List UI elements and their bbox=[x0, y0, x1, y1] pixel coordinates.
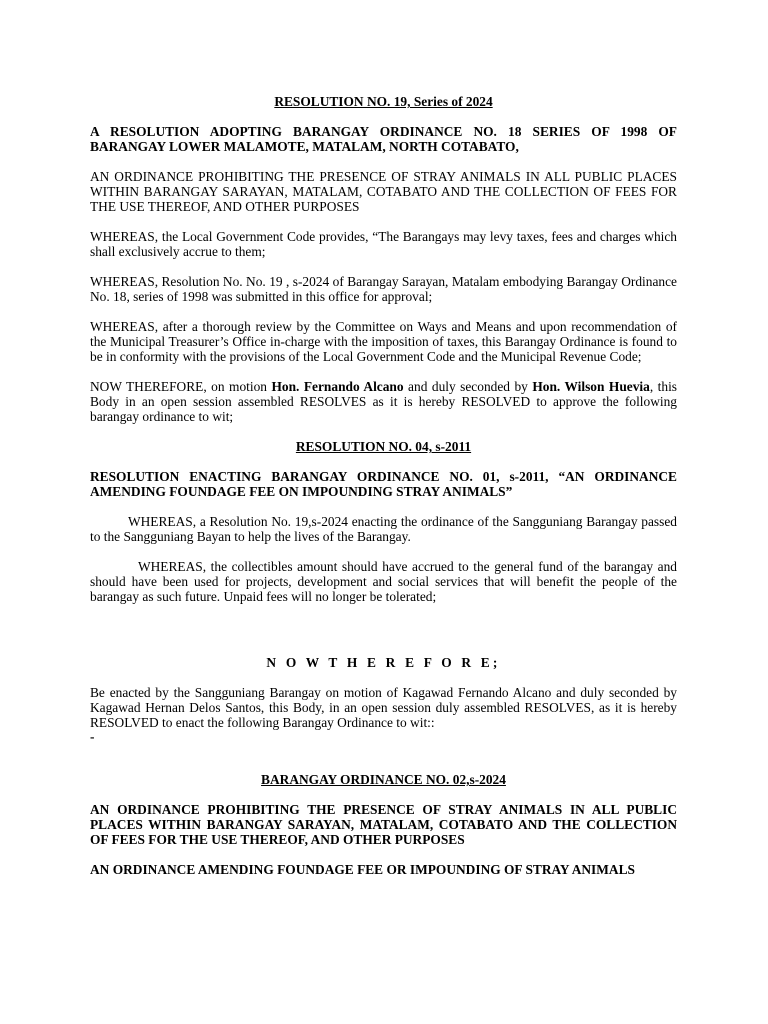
now-therefore-tail: , this Body in an open session assembled RESOLVES as it is hereby RESOLVED to approve the following barangay ordinance to wit; bbox=[90, 379, 678, 424]
whereas-paragraph-5: WHEREAS, the collectibles amount should have accrued to the general fund of the barangay and should have been used for projects, development and social services that will benefit the people of the barangay as such future. Unpaid fees will no longer be tolerated; bbox=[90, 559, 677, 604]
whereas-paragraph-3: WHEREAS, after a thorough review by the Committee on Ways and Means and upon recommendation of the Municipal Treasurer’s Office in-charge with the imposition of taxes, this Barangay Ordinance is found to be in conformity with the provisions of the Local Government Code and the Municipal Revenue Code; bbox=[90, 319, 677, 364]
resolution-04-heading: RESOLUTION ENACTING BARANGAY ORDINANCE NO. 01, s-2011, “AN ORDINANCE AMENDING FOUNDAGE FEE ON IMPOUNDING STRAY ANIMALS” bbox=[90, 469, 677, 499]
whereas-paragraph-4: WHEREAS, a Resolution No. 19,s-2024 enacting the ordinance of the Sangguniang Barangay passed to the Sangguniang Bayan to help the lives of the Barangay. bbox=[90, 514, 677, 544]
dash-mark: - bbox=[90, 729, 95, 744]
ordinance-caption: AN ORDINANCE PROHIBITING THE PRESENCE OF STRAY ANIMALS IN ALL PUBLIC PLACES WITHIN BARANGAY SARAYAN, MATALAM, COTABATO AND THE COLLECTION OF FEES FOR THE USE THEREOF, AND OTHER PURPOSES bbox=[90, 169, 677, 214]
now-therefore-paragraph bbox=[90, 379, 677, 424]
mover-name: Hon. Fernando Alcano bbox=[271, 379, 404, 394]
be-enacted-paragraph: Be enacted by the Sangguniang Barangay on motion of Kagawad Fernando Alcano and duly seconded by Kagawad Hernan Delos Santos, this Body, in an open session duly assembled RESOLVES, as it is hereby RESOLVED to enact the following Barangay Ordinance to wit:: bbox=[90, 685, 677, 730]
seconder-name: Hon. Wilson Huevia bbox=[532, 379, 650, 394]
now-therefore-lead: NOW THEREFORE, on motion bbox=[90, 379, 272, 394]
ordinance-02-title: BARANGAY ORDINANCE NO. 02,s-2024 bbox=[261, 772, 506, 787]
whereas-paragraph-2: WHEREAS, Resolution No. No. 19 , s-2024 of Barangay Sarayan, Matalam embodying Barangay Ordinance No. 18, series of 1998 was submitted in this office for approval; bbox=[90, 274, 677, 304]
resolution-04-title: RESOLUTION NO. 04, s-2011 bbox=[295, 439, 472, 454]
document-page bbox=[90, 94, 677, 877]
adopting-heading: A RESOLUTION ADOPTING BARANGAY ORDINANCE NO. 18 SERIES OF 1998 OF BARANGAY LOWER MALAMOTE, MATALAM, NORTH COTABATO, bbox=[90, 124, 677, 154]
ordinance-02-heading: AN ORDINANCE PROHIBITING THE PRESENCE OF STRAY ANIMALS IN ALL PUBLIC PLACES WITHIN BARANGAY SARAYAN, MATALAM, COTABATO AND THE COLLECTION OF FEES FOR THE USE THEREOF, AND OTHER PURPOSES bbox=[90, 802, 677, 847]
now-therefore-heading: N O W T H E R E F O R E; bbox=[266, 655, 501, 670]
whereas-paragraph-1: WHEREAS, the Local Government Code provides, “The Barangays may levy taxes, fees and charges which shall exclusively accrue to them; bbox=[90, 229, 677, 259]
resolution-title: RESOLUTION NO. 19, Series of 2024 bbox=[274, 94, 493, 109]
now-therefore-mid: and duly seconded by bbox=[403, 379, 533, 394]
amending-heading: AN ORDINANCE AMENDING FOUNDAGE FEE OR IMPOUNDING OF STRAY ANIMALS bbox=[90, 862, 635, 877]
